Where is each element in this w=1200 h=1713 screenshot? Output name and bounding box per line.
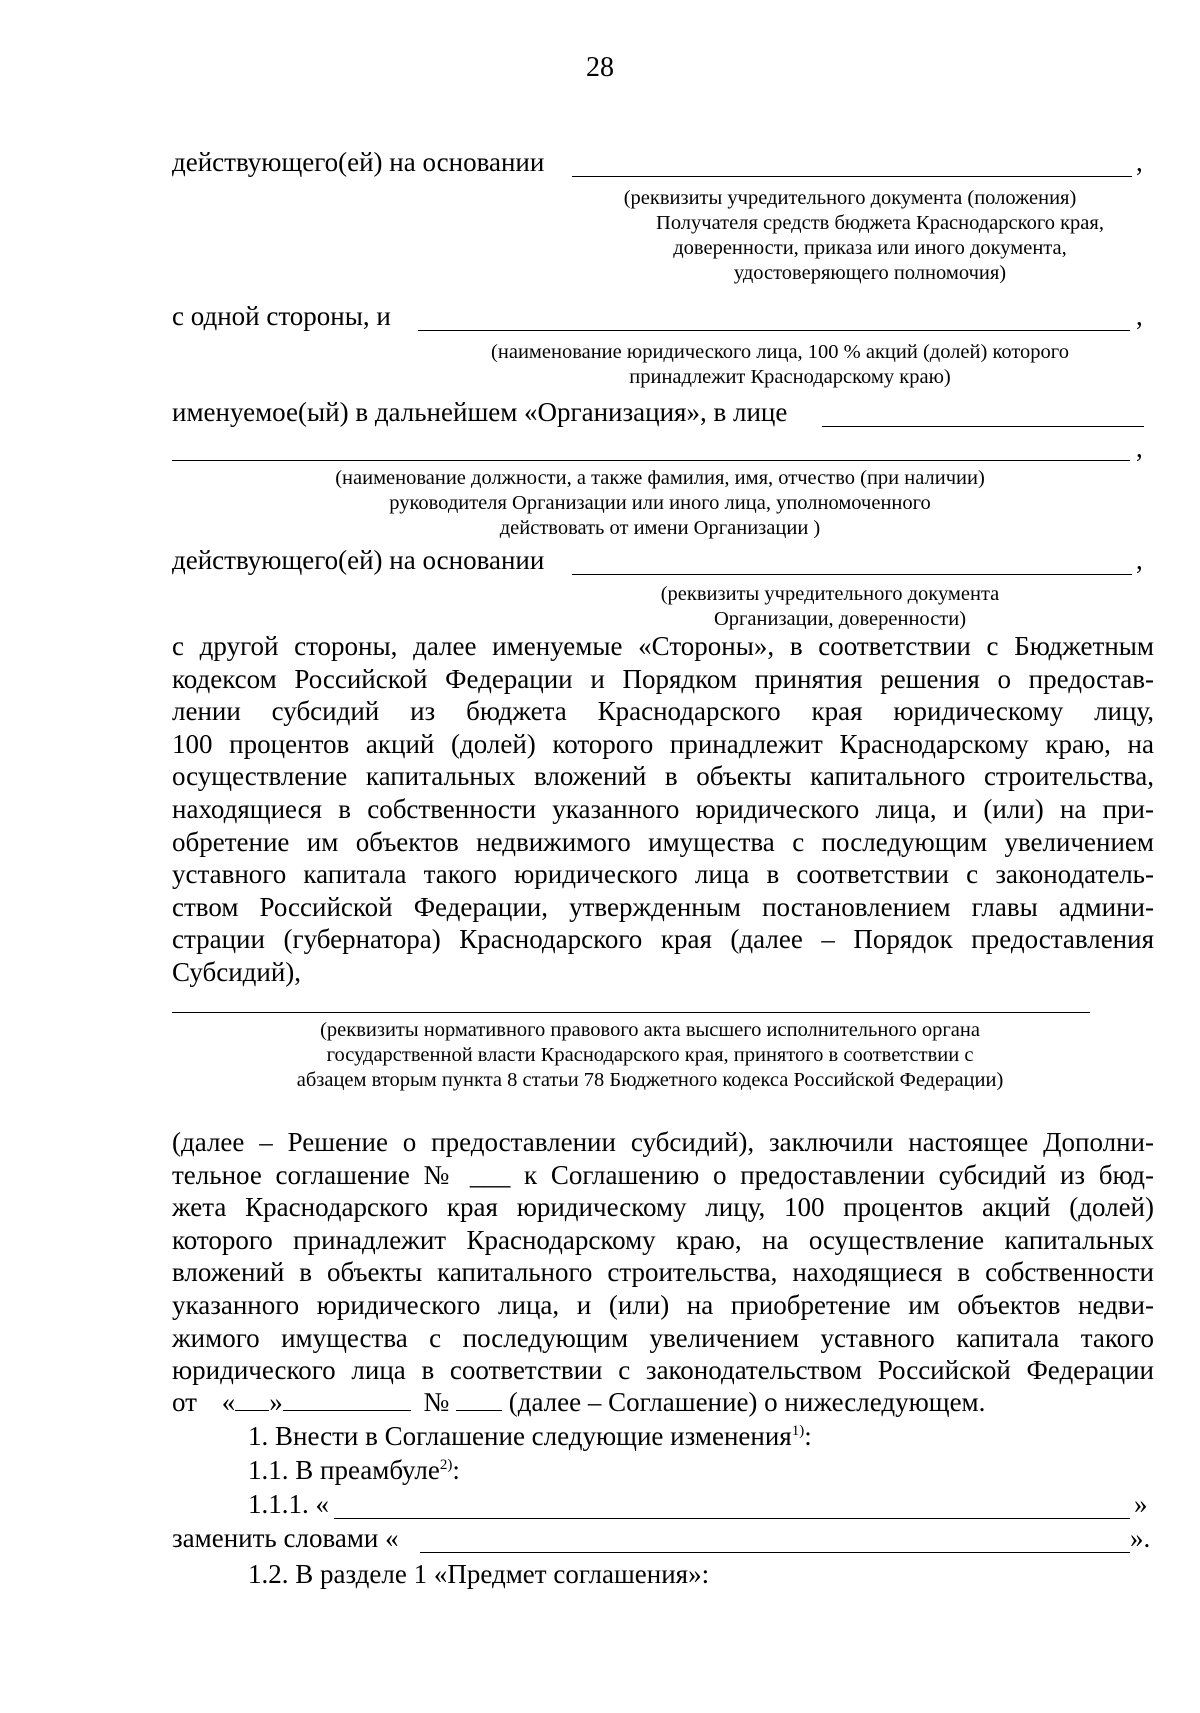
text-line: которого принадлежит Краснодарскому краю, на осуществление капитальных [172, 1224, 1154, 1255]
note-founding-document-org: (реквизиты учредительного документа Организации, доверенности) [660, 583, 1000, 630]
text-line: страции (губернатора) Краснодарского края (далее – Порядок предоставления [172, 924, 1154, 955]
comma: , [1136, 147, 1143, 177]
text-line: жимого имущества с последующим увеличением уставного капитала такого [172, 1322, 1154, 1353]
item-1-1-1: 1.1.1. « [248, 1489, 329, 1519]
blank-line [572, 176, 1132, 177]
blank-line [420, 1552, 1130, 1553]
note-person: (наименование должности, а также фамилия, имя, отчество (при наличии) руководителя Организации или иного лица, уполномоченного действовать от имени Организации ) [335, 467, 985, 539]
text-line: находящиеся в собственности указанного юридического лица, и (или) на при- [172, 794, 1154, 824]
text-line: жета Краснодарского края юридическому лицу, 100 процентов акций (долей) [172, 1192, 1154, 1223]
page-number: 28 [586, 52, 614, 83]
note-founding-document: (реквизиты учредительного документа (положения) Получателя средств бюджета Краснодарского края, доверенности, приказа или иного документа, удостоверяющего полномочия) [623, 187, 1104, 284]
from-line: от « » № (далее – Соглашение) о нижеследующем. [172, 1387, 986, 1417]
text-line: уставного капитала такого юридического лица в соответствии с законодатель- [172, 859, 1154, 890]
blank-line [334, 1518, 1130, 1519]
text-line: юридического лица в соответствии с законодательством Российской Федерации [172, 1355, 1154, 1386]
text-line: с другой стороны, далее именуемые «Стороны», в соответствии с Бюджетным [172, 631, 1154, 661]
item-1-2: 1.2. В разделе 1 «Предмет соглашения»: [248, 1559, 710, 1589]
quote-close: ». [1130, 1523, 1151, 1553]
blank-line [418, 330, 1130, 331]
text-line: кодексом Российской Федерации и Порядком принятия решения о предостав- [172, 663, 1154, 694]
acting-basis-label-2: действующего(ей) на основании [172, 545, 545, 575]
hereinafter-org-label: именуемое(ый) в дальнейшем «Организация», в лице [172, 397, 788, 427]
comma: , [1136, 301, 1143, 331]
blank-line [822, 426, 1144, 427]
blank-line [172, 1012, 1090, 1013]
blank-line [572, 574, 1132, 575]
text-line: тельное соглашение № ___ к Соглашению о предоставлении субсидий из бюд- [172, 1159, 1154, 1190]
text-line: указанного юридического лица, и (или) на приобретение им объектов недви- [172, 1290, 1154, 1320]
one-side-label: с одной стороны, и [172, 301, 391, 331]
blank-line [172, 460, 1130, 461]
replace-with-line: заменить словами « [172, 1523, 399, 1553]
comma: , [1136, 433, 1143, 463]
acting-basis-label-1: действующего(ей) на основании [172, 147, 545, 177]
note-normative-act: (реквизиты нормативного правового акта высшего исполнительного органа государственной власти Краснодарского края, принятого в соответствии с абзацем вторым пункта 8 статьи 78 Бюджетного кодекса Российской Федерации) [296, 1019, 1004, 1091]
text-line: 100 процентов акций (долей) которого принадлежит Краснодарскому краю, на [172, 728, 1154, 759]
comma: , [1136, 545, 1143, 575]
text-line: ством Российской Федерации, утвержденным постановлением главы админи- [172, 891, 1154, 922]
text-line: лении субсидий из бюджета Краснодарского края юридическому лицу, [172, 696, 1154, 727]
text-line: обретение им объектов недвижимого имущества с последующим увеличением [172, 826, 1154, 857]
item-1: 1. Внести в Соглашение следующие изменения$^{1)}$: [248, 1421, 812, 1451]
quote-close: » [1134, 1489, 1148, 1519]
note-organization: (наименование юридического лица, 100 % акций (долей) которого принадлежит Краснодарскому краю) [491, 341, 1069, 388]
item-1-1: 1.1. В преамбуле$^{2)}$: [248, 1455, 460, 1485]
text-line: вложений в объекты капитального строительства, находящиеся в собственности [172, 1257, 1154, 1288]
text-line: осуществление капитальных вложений в объекты капитального строительства, [172, 761, 1154, 792]
text-line: (далее – Решение о предоставлении субсидий), заключили настоящее Дополни- [172, 1127, 1154, 1157]
text-line: Субсидий), [172, 957, 302, 987]
